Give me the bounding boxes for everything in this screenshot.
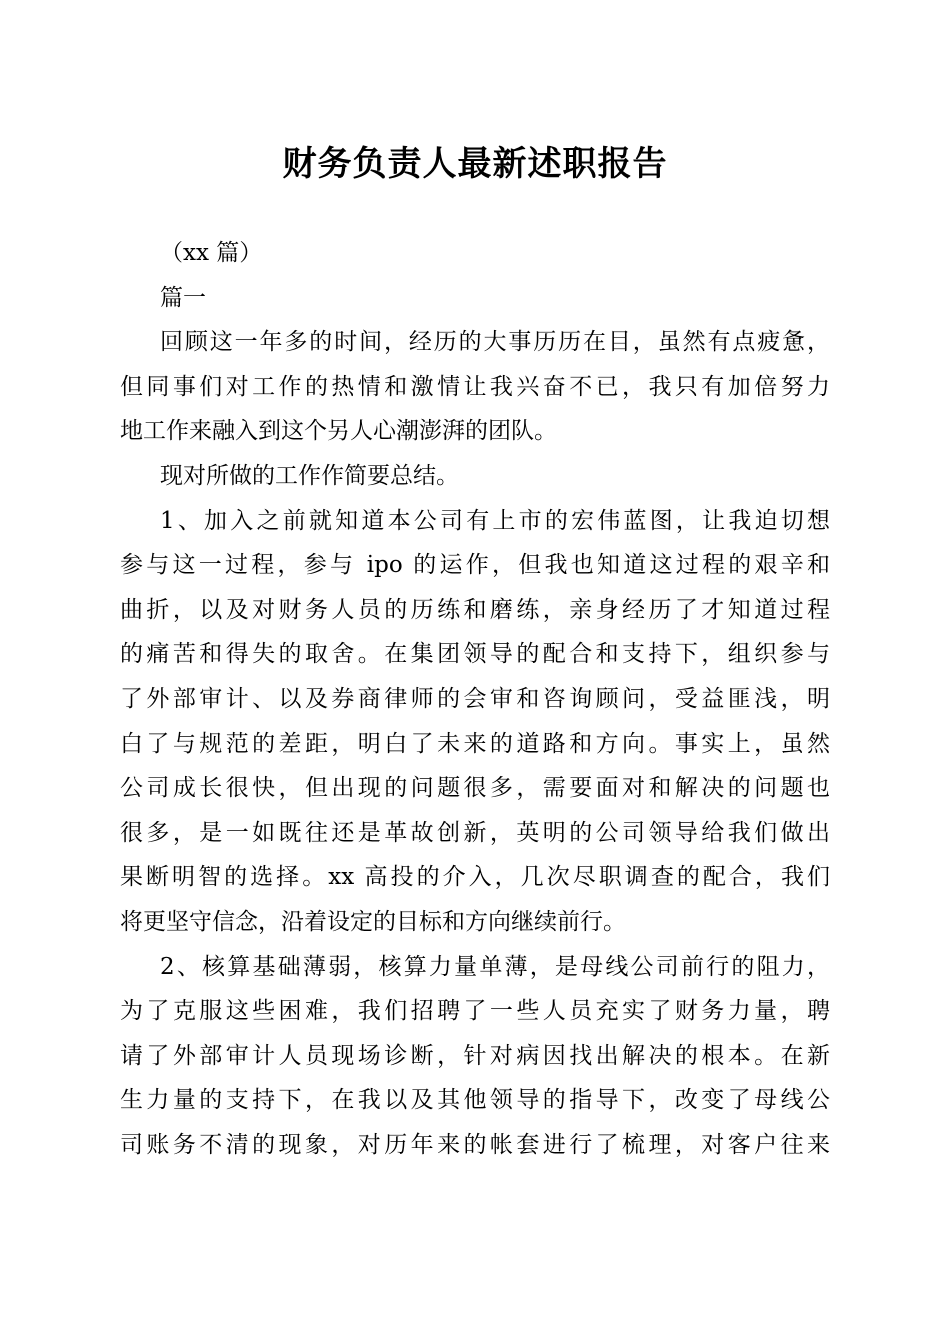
text-line: 的痛苦和得失的取舍。在集团领导的配合和支持下，组织参与 (120, 641, 830, 668)
text-line: 生力量的支持下，在我以及其他领导的指导下，改变了母线公 (120, 1087, 830, 1114)
text-line: 白了与规范的差距，明白了未来的道路和方向。事实上，虽然 (120, 730, 830, 757)
text-line: 果断明智的选择。xx 高投的介入，几次尽职调查的配合，我们 (120, 864, 830, 891)
text-line: 曲折，以及对财务人员的历练和磨练，亲身经历了才知道过程 (120, 596, 830, 623)
text-line: 了外部审计、以及券商律师的会审和咨询顾问，受益匪浅，明 (120, 686, 830, 712)
text-line: 篇一 (160, 284, 206, 311)
text-line: 1、加入之前就知道本公司有上市的宏伟蓝图，让我迫切想 (160, 507, 830, 534)
text-line: 公司成长很快，但出现的问题很多，需要面对和解决的问题也 (120, 775, 830, 802)
text-line: 将更坚守信念，沿着设定的目标和方向继续前行。 (120, 909, 626, 935)
document-title: 财务负责人最新述职报告 (282, 144, 668, 184)
text-line: 现对所做的工作作简要总结。 (160, 463, 459, 489)
text-line: （xx 篇） (160, 240, 263, 266)
text-line: 司账务不清的现象，对历年来的帐套进行了梳理，对客户往来 (120, 1132, 830, 1158)
text-line: 回顾这一年多的时间，经历的大事历历在目，虽然有点疲惫， (160, 329, 830, 356)
text-line: 地工作来融入到这个另人心潮澎湃的团队。 (120, 418, 557, 445)
text-line: 但同事们对工作的热情和激情让我兴奋不已，我只有加倍努力 (120, 373, 830, 400)
text-line: 参与这一过程，参与 ipo 的运作，但我也知道这过程的艰辛和 (120, 552, 830, 579)
text-line: 很多，是一如既往还是革故创新，英明的公司领导给我们做出 (120, 819, 830, 846)
text-line: 2、核算基础薄弱，核算力量单薄，是母线公司前行的阻力， (160, 953, 830, 980)
text-line: 为了克服这些困难，我们招聘了一些人员充实了财务力量，聘 (120, 998, 830, 1025)
text-line: 请了外部审计人员现场诊断，针对病因找出解决的根本。在新 (120, 1042, 830, 1069)
